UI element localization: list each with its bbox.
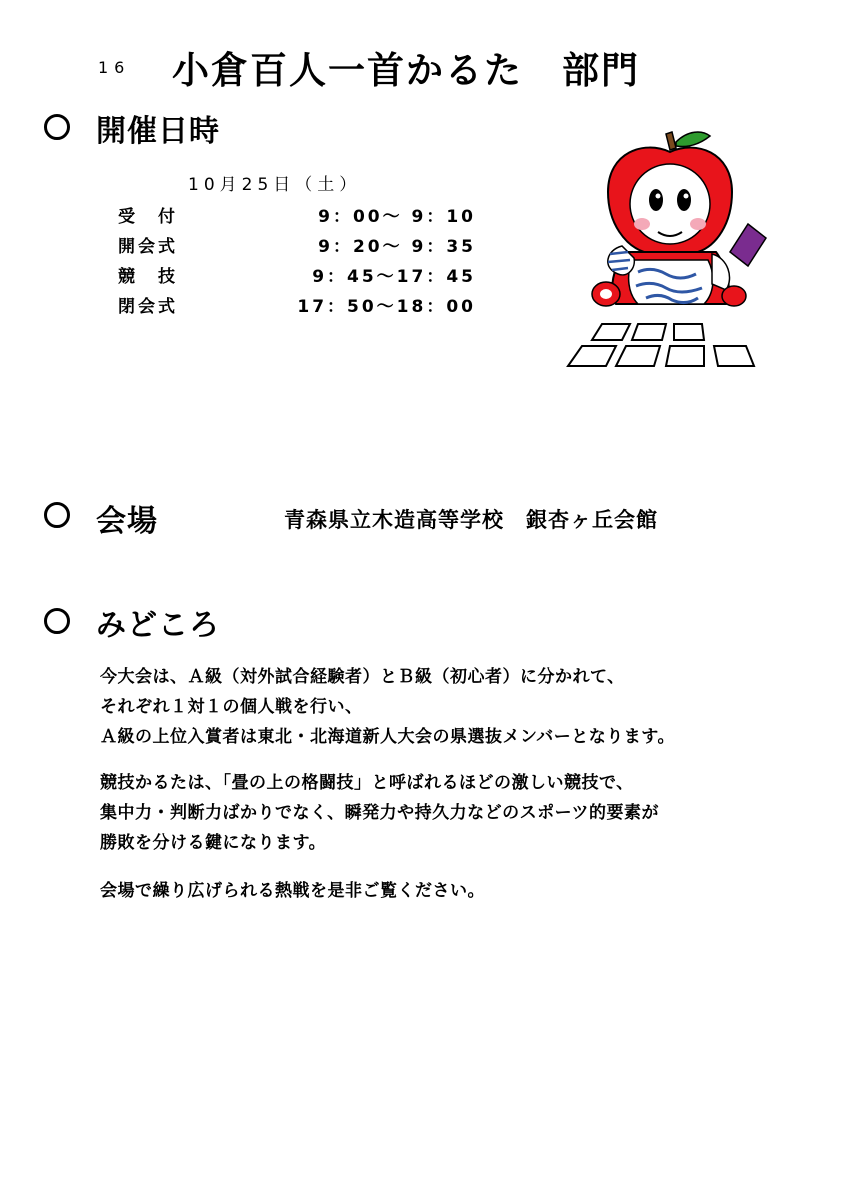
highlights-paragraph <box>100 768 780 858</box>
event-date: 10月25日（土） <box>188 175 362 195</box>
paragraph-line: Ａ級の上位入賞者は東北・北海道新人大会の県選抜メンバーとなります。 <box>100 727 675 747</box>
schedule-label: 競 技 <box>118 267 178 287</box>
schedule-label: 開会式 <box>118 237 178 257</box>
schedule-label: 受 付 <box>118 207 178 227</box>
schedule-label: 閉会式 <box>118 297 178 317</box>
schedule-time: 9：45～17：45 <box>312 267 476 287</box>
schedule-heading: 開催日時 <box>96 114 220 149</box>
paragraph-line: 今大会は、Ａ級（対外試合経験者）とＢ級（初心者）に分かれて、 <box>100 667 625 687</box>
section-bullet-icon <box>44 608 70 634</box>
schedule-time: 17：50～18：00 <box>297 297 476 317</box>
schedule-time: 9：00～ 9：10 <box>318 207 476 227</box>
highlights-heading: みどころ <box>96 608 220 643</box>
paragraph-line: 集中力・判断力ばかりでなく、瞬発力や持久力などのスポーツ的要素が <box>100 803 659 823</box>
section-bullet-icon <box>44 502 70 528</box>
page-title: 小倉百人一首かるた 部門 <box>172 49 640 92</box>
paragraph-line: それぞれ１対１の個人戦を行い、 <box>100 697 363 717</box>
paragraph-line: 会場で繰り広げられる熱戦を是非ご覧ください。 <box>100 881 485 901</box>
paragraph-line: 競技かるたは、「畳の上の格闘技」と呼ばれるほどの激しい競技で、 <box>100 773 634 793</box>
section-bullet-icon <box>44 114 70 140</box>
venue-name: 青森県立木造高等学校 銀杏ヶ丘会館 <box>284 508 658 532</box>
apple-mascot-karuta-icon <box>562 128 778 374</box>
highlights-paragraph <box>100 662 780 752</box>
highlights-paragraph <box>100 876 780 906</box>
paragraph-line: 勝敗を分ける鍵になります。 <box>100 833 327 853</box>
page-number: 16 <box>98 58 131 77</box>
venue-heading: 会場 <box>96 504 158 539</box>
schedule-time: 9：20～ 9：35 <box>318 237 476 257</box>
